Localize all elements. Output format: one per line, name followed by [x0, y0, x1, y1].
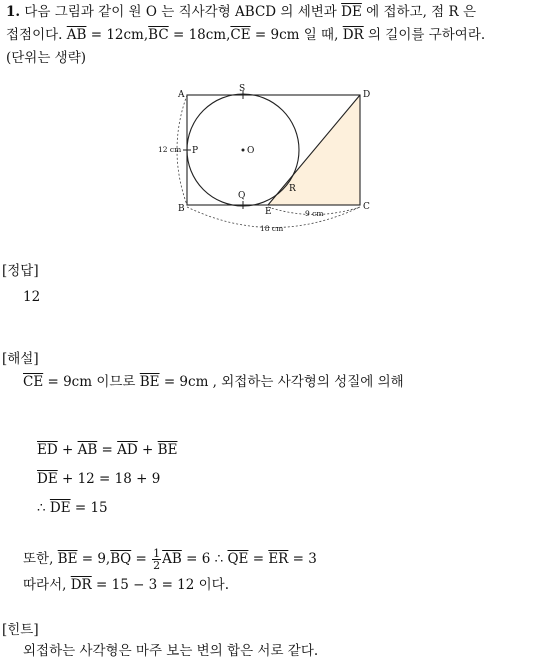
problem-text: 접점이다. — [6, 27, 67, 43]
solution-line-4 — [37, 499, 108, 517]
solution-text: = 15 — [70, 500, 108, 516]
problem-note: (단위는 생략) — [6, 50, 87, 66]
length-ec: 9 cm — [305, 209, 324, 218]
label-s: S — [239, 84, 246, 94]
solution-text: + 12 = 18 + 9 — [57, 471, 161, 487]
label-o: O — [247, 146, 255, 156]
solution-text: = — [131, 551, 152, 567]
problem-text: = 9cm 일 때, — [250, 27, 343, 43]
center-point-o — [242, 149, 245, 152]
label-q: Q — [238, 191, 246, 201]
segment: $\overline{QE}$ — [227, 551, 249, 567]
label-c: C — [363, 202, 370, 212]
solution-text: 따라서, — [23, 577, 71, 593]
solution-line-2 — [37, 441, 177, 459]
segment: $\overline{BE}$ — [57, 551, 78, 567]
op: + — [57, 442, 78, 458]
fraction-numerator: 1 — [153, 547, 161, 560]
therefore-symbol: ∴ — [37, 500, 50, 516]
solution-text: = 6 ∴ — [181, 551, 228, 567]
segment: $\overline{DR}$ — [70, 577, 92, 593]
solution-line-1 — [23, 373, 404, 391]
problem-text: = 18cm, — [168, 27, 231, 43]
segment: $\overline{BQ}$ — [110, 551, 132, 567]
label-a: A — [178, 90, 185, 100]
segment-dr: $\overline{DR}$ — [342, 27, 364, 43]
solution-text: = 9cm , 외접하는 사각형의 성질에 의해 — [159, 374, 404, 390]
label-b: B — [178, 204, 185, 214]
solution-line-6 — [23, 576, 229, 594]
hint-header: [힌트] — [2, 622, 39, 638]
length-ab: 12 cm — [158, 145, 182, 154]
segment: $\overline{BE}$ — [139, 374, 160, 390]
answer-header: [정답] — [2, 263, 39, 279]
solution-text: = 3 — [288, 551, 317, 567]
segment: $\overline{AB}$ — [77, 442, 98, 458]
segment-bc: $\overline{BC}$ — [148, 27, 169, 43]
solution-text: = — [248, 551, 269, 567]
segment-ce: $\overline{CE}$ — [230, 27, 251, 43]
segment: $\overline{DE}$ — [37, 471, 58, 487]
segment: $\overline{DE}$ — [49, 500, 71, 516]
segment: $\overline{CE}$ — [23, 374, 44, 390]
op: + — [137, 442, 158, 458]
problem-text: 에 접하고, 점 R 은 — [361, 4, 477, 20]
segment-de: $\overline{DE}$ — [341, 4, 362, 20]
label-e: E — [265, 207, 272, 217]
solution-text: = 15 − 3 = 12 이다. — [91, 577, 230, 593]
solution-header: [해설] — [2, 351, 39, 367]
solution-line-5 — [23, 547, 317, 571]
segment: $\overline{ED}$ — [37, 442, 58, 458]
label-d: D — [363, 90, 371, 100]
problem-text: = 12cm, — [86, 27, 149, 43]
solution-text: = 9cm 이므로 — [43, 374, 140, 390]
segment: $\overline{AB}$ — [162, 551, 182, 567]
segment: $\overline{BE}$ — [157, 442, 178, 458]
solution-line-3 — [37, 470, 160, 488]
problem-text: 다음 그림과 같이 원 O 는 직사각형 ABCD 의 세변과 — [24, 4, 342, 20]
problem-number: 1. — [6, 4, 21, 20]
segment-ab: $\overline{AB}$ — [66, 27, 87, 43]
answer-value: 12 — [23, 289, 41, 305]
problem-text: 의 길이를 구하여라. — [363, 27, 486, 43]
segment: $\overline{AD}$ — [117, 442, 138, 458]
solution-text: 또한, — [23, 551, 58, 567]
length-bc: 18 cm — [260, 224, 284, 233]
label-p: P — [192, 146, 199, 156]
fraction-one-half — [152, 548, 161, 571]
label-r: R — [289, 184, 296, 194]
fraction-denominator: 2 — [153, 559, 161, 572]
hint-text: 외접하는 사각형은 마주 보는 변의 합은 서로 같다. — [23, 643, 319, 659]
solution-text: = 9, — [77, 551, 111, 567]
segment: $\overline{ER}$ — [268, 551, 289, 567]
op: = — [97, 442, 118, 458]
